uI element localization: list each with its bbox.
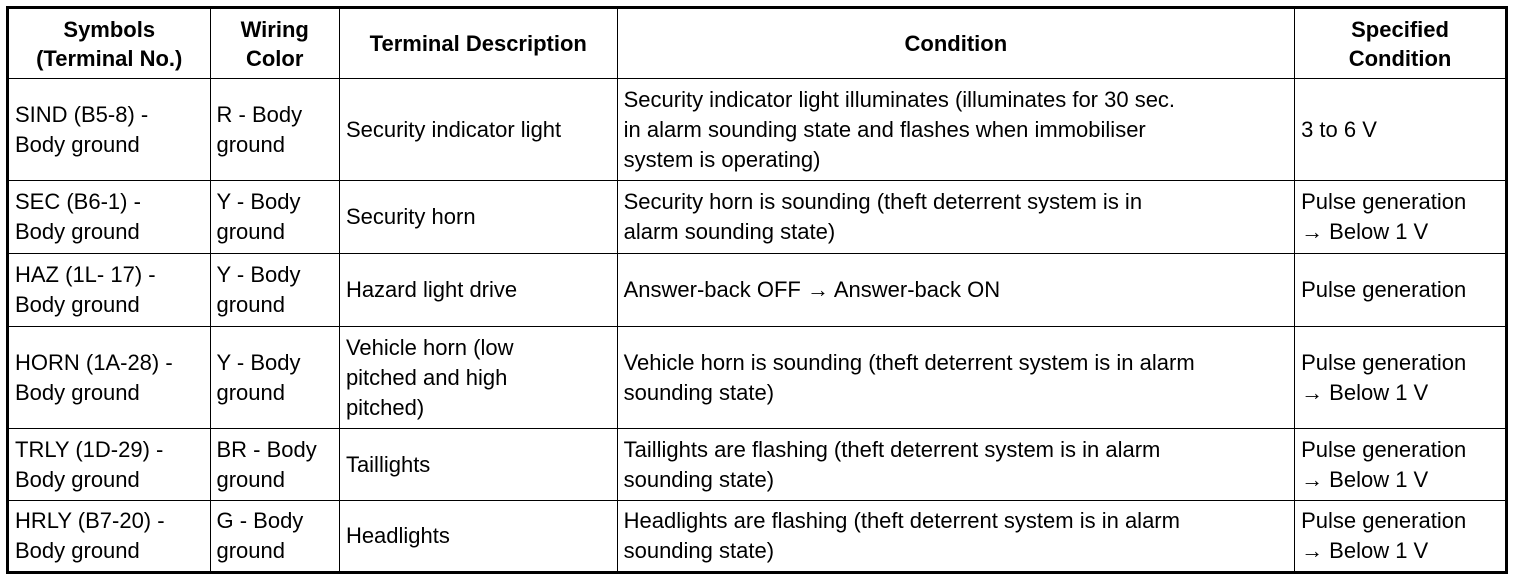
cell-wiring-color: Y - Body ground bbox=[210, 254, 339, 327]
table-row bbox=[8, 501, 1507, 573]
cell-description: Taillights bbox=[339, 429, 617, 501]
cell-symbol: HORN (1A-28) - Body ground bbox=[8, 327, 211, 429]
cell-symbol: HAZ (1L- 17) - Body ground bbox=[8, 254, 211, 327]
table-row bbox=[8, 181, 1507, 254]
cell-wiring-color: R - Body ground bbox=[210, 79, 339, 181]
terminal-table-container bbox=[6, 6, 1508, 574]
header-wiring-color: Wiring Color bbox=[210, 8, 339, 79]
cell-condition: Security indicator light illuminates (illuminates for 30 sec. in alarm sounding state and flashes when immobiliser system is operating) bbox=[617, 79, 1294, 181]
cell-wiring-color: G - Body ground bbox=[210, 501, 339, 573]
cell-wiring-color: Y - Body ground bbox=[210, 327, 339, 429]
cell-symbol: HRLY (B7-20) - Body ground bbox=[8, 501, 211, 573]
cell-specified: Pulse generation → Below 1 V bbox=[1295, 181, 1507, 254]
cell-condition: Answer-back OFF → Answer-back ON bbox=[617, 254, 1294, 327]
cell-condition: Taillights are flashing (theft deterrent system is in alarm sounding state) bbox=[617, 429, 1294, 501]
cell-condition: Security horn is sounding (theft deterrent system is in alarm sounding state) bbox=[617, 181, 1294, 254]
header-specified-condition: Specified Condition bbox=[1295, 8, 1507, 79]
cell-specified: Pulse generation → Below 1 V bbox=[1295, 327, 1507, 429]
cell-specified: Pulse generation → Below 1 V bbox=[1295, 429, 1507, 501]
header-row bbox=[8, 8, 1507, 79]
cell-specified: Pulse generation → Below 1 V bbox=[1295, 501, 1507, 573]
header-condition: Condition bbox=[617, 8, 1294, 79]
cell-condition: Vehicle horn is sounding (theft deterrent system is in alarm sounding state) bbox=[617, 327, 1294, 429]
cell-specified: 3 to 6 V bbox=[1295, 79, 1507, 181]
cell-description: Hazard light drive bbox=[339, 254, 617, 327]
cell-description: Vehicle horn (low pitched and high pitched) bbox=[339, 327, 617, 429]
cell-condition: Headlights are flashing (theft deterrent system is in alarm sounding state) bbox=[617, 501, 1294, 573]
cell-description: Headlights bbox=[339, 501, 617, 573]
cell-specified: Pulse generation bbox=[1295, 254, 1507, 327]
table-row bbox=[8, 79, 1507, 181]
cell-symbol: TRLY (1D-29) - Body ground bbox=[8, 429, 211, 501]
header-terminal-description: Terminal Description bbox=[339, 8, 617, 79]
terminal-table bbox=[6, 6, 1508, 574]
table-row bbox=[8, 327, 1507, 429]
table-row bbox=[8, 254, 1507, 327]
cell-description: Security indicator light bbox=[339, 79, 617, 181]
cell-description: Security horn bbox=[339, 181, 617, 254]
cell-wiring-color: BR - Body ground bbox=[210, 429, 339, 501]
cell-symbol: SIND (B5-8) - Body ground bbox=[8, 79, 211, 181]
table-row bbox=[8, 429, 1507, 501]
cell-wiring-color: Y - Body ground bbox=[210, 181, 339, 254]
cell-symbol: SEC (B6-1) - Body ground bbox=[8, 181, 211, 254]
header-symbols: Symbols (Terminal No.) bbox=[8, 8, 211, 79]
